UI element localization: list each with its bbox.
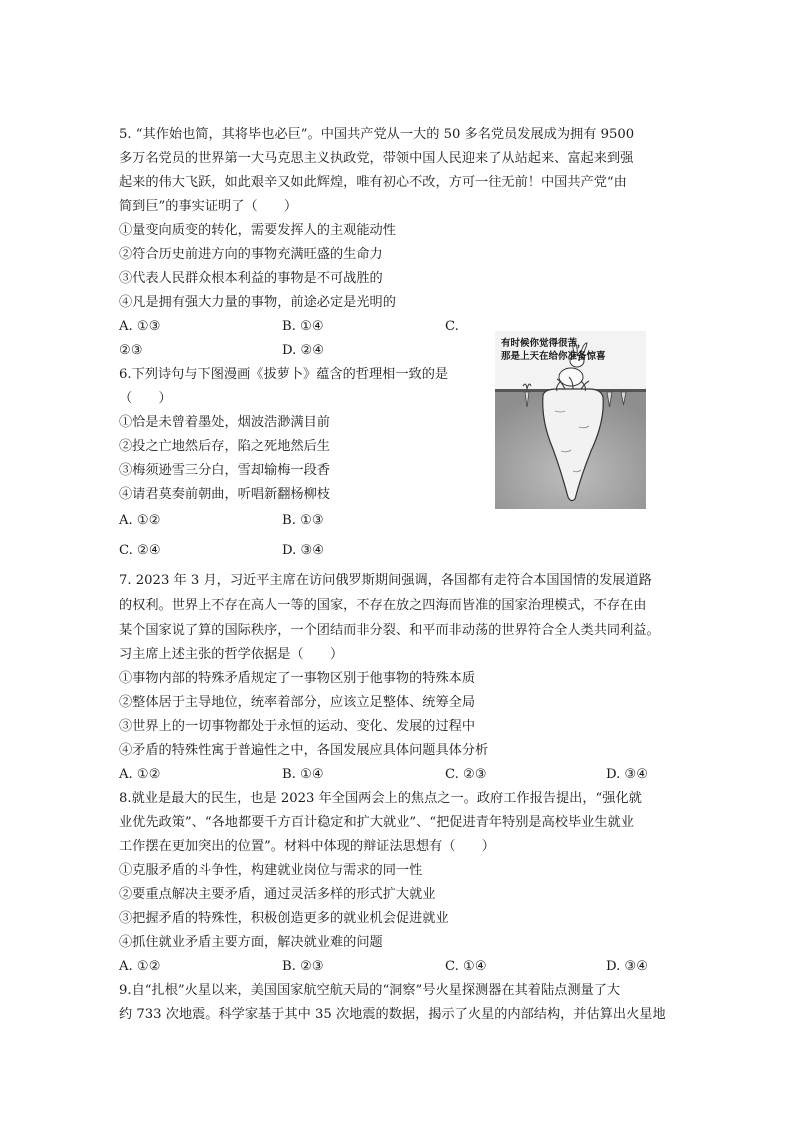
- q6-statement-2: ②投之亡地然后存，陷之死地然后生: [119, 439, 330, 454]
- q7-option-a: A. ①②: [119, 767, 161, 782]
- q7-statement-2: ②整体居于主导地位，统率着部分，应该立足整体、统筹全局: [119, 695, 476, 710]
- q7-option-c: C. ②③: [445, 767, 487, 782]
- q7-statement-1: ①事物内部的特殊矛盾规定了一事物区别于他事物的特殊本质: [119, 671, 476, 686]
- q6-option-b: B. ①③: [282, 513, 324, 528]
- q5-statement-3: ③代表人民群众根本利益的事物是不可战胜的: [119, 271, 383, 286]
- q5-option-a: A. ①③: [119, 319, 161, 334]
- q7-stem-line-4: 习主席上述主张的哲学依据是（ ）: [119, 647, 344, 662]
- q6-statement-4: ④请君莫奏前朝曲，听唱新翻杨柳枝: [119, 487, 330, 502]
- q6-statement-1: ①恰是未曾着墨处，烟波浩渺满目前: [119, 415, 330, 430]
- q6-option-d: D. ③④: [282, 543, 325, 558]
- q8-option-d: D. ③④: [606, 959, 649, 974]
- q8-stem-line-1: 8.就业是最大的民生，也是 2023 年全国两会上的焦点之一。政府工作报告提出，“强化就: [119, 791, 642, 806]
- q5-option-b: B. ①④: [282, 319, 324, 334]
- q7-statement-4: ④矛盾的特殊性寓于普遍性之中，各国发展应具体问题具体分析: [119, 743, 489, 758]
- q5-stem-line-4: 简到巨”的事实证明了（ ）: [119, 199, 298, 214]
- q5-option-d: D. ②④: [282, 343, 325, 358]
- q5-option-c-continued: ②③: [119, 343, 143, 358]
- cartoon-caption-line-2: 那是上天在给你准备惊喜: [501, 351, 606, 362]
- q5-statement-1: ①量变向质变的转化，需要发挥人的主观能动性: [119, 223, 396, 238]
- q8-option-b: B. ②③: [282, 959, 324, 974]
- q7-stem-line-1: 7. 2023 年 3 月，习近平主席在访问俄罗斯期间强调，各国都有走符合本国国情的发展道路: [119, 573, 652, 588]
- q5-statement-4: ④凡是拥有强大力量的事物，前途必定是光明的: [119, 295, 396, 310]
- q8-stem-line-3: 工作摆在更加突出的位置”。材料中体现的辩证法思想有（ ）: [119, 839, 495, 854]
- q8-option-a: A. ①②: [119, 959, 161, 974]
- q8-stem-line-2: 业优先政策”、“各地都要千方百计稳定和扩大就业”、“把促进青年特别是高校毕业生就业: [119, 815, 634, 830]
- q5-option-c: C.: [445, 319, 459, 334]
- cartoon-caption: [501, 337, 606, 363]
- q5-stem-line-2: 多万名党员的世界第一大马克思主义执政党，带领中国人民迎来了从站起来、富起来到强: [119, 151, 634, 166]
- q5-stem-line-1: 5. “其作始也简，其将毕也必巨”。中国共产党从一大的 50 多名党员发展成为拥有 9500: [119, 127, 635, 142]
- q7-stem-line-3: 某个国家说了算的国际秩序，一个团结而非分裂、和平而非动荡的世界符合全人类共同利益。: [119, 623, 660, 638]
- q9-stem-line-2: 约 733 次地震。科学家基于其中 35 次地震的数据，揭示了火星的内部结构，并估算出火星地: [119, 1007, 666, 1022]
- q7-statement-3: ③世界上的一切事物都处于永恒的运动、变化、发展的过程中: [119, 719, 476, 734]
- q8-statement-3: ③把握矛盾的特殊性，积极创造更多的就业机会促进就业: [119, 911, 449, 926]
- q8-statement-4: ④抓住就业矛盾主要方面，解决就业难的问题: [119, 935, 383, 950]
- q9-stem-line-1: 9.自“扎根”火星以来，美国国家航空航天局的“洞察”号火星探测器在其着陆点测量了大: [119, 983, 621, 998]
- q6-stem-line-2: （ ）: [119, 391, 172, 406]
- q6-option-a: A. ①②: [119, 513, 161, 528]
- q6-option-c: C. ②④: [119, 543, 161, 558]
- q8-option-c: C. ①④: [445, 959, 487, 974]
- q7-option-b: B. ①④: [282, 767, 324, 782]
- q7-stem-line-2: 的权利。世界上不存在高人一等的国家，不存在放之四海而皆准的国家治理模式，不存在由: [119, 598, 647, 613]
- q5-statement-2: ②符合历史前进方向的事物充满旺盛的生命力: [119, 247, 383, 262]
- carrot-cartoon-image: [495, 331, 646, 509]
- q8-statement-1: ①克服矛盾的斗争性，构建就业岗位与需求的同一性: [119, 863, 423, 878]
- q6-statement-3: ③梅须逊雪三分白，雪却输梅一段香: [119, 463, 330, 478]
- q7-option-d: D. ③④: [606, 767, 649, 782]
- q8-statement-2: ②要重点解决主要矛盾，通过灵活多样的形式扩大就业: [119, 887, 436, 902]
- q5-stem-line-3: 起来的伟大飞跃，如此艰辛又如此辉煌，唯有初心不改，方可一往无前！中国共产党“由: [119, 175, 627, 190]
- q6-stem-line-1: 6.下列诗句与下图漫画《拔萝卜》蕴含的哲理相一致的是: [119, 367, 449, 382]
- cartoon-caption-line-1: 有时候你觉得很苦，: [501, 338, 587, 349]
